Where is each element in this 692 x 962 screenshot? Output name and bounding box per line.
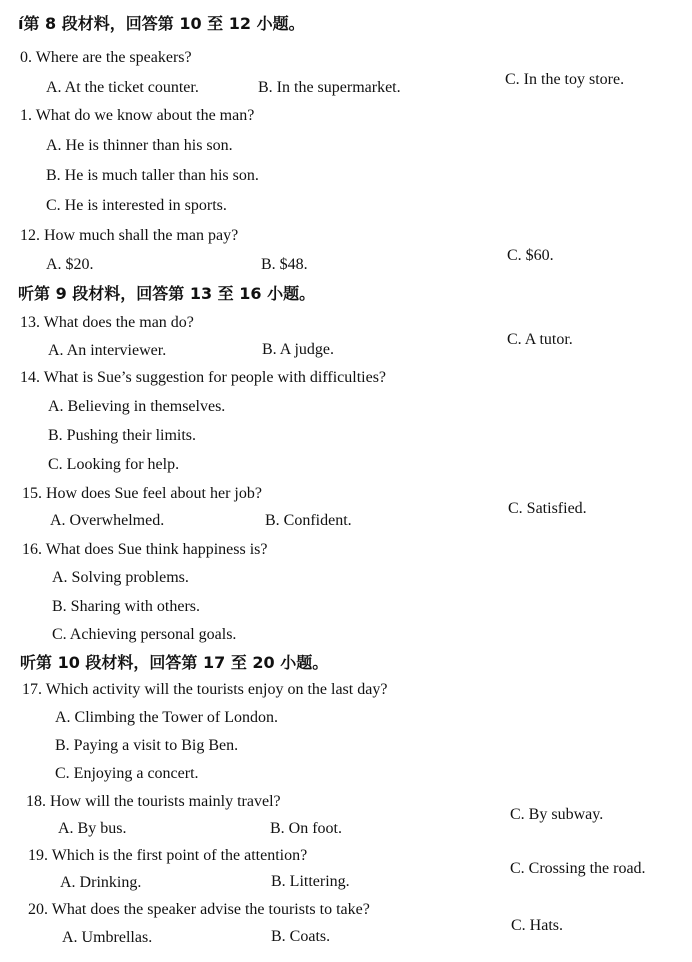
option-c: C. Enjoying a concert. (55, 765, 199, 782)
option-b: B. Coats. (271, 928, 331, 945)
option-c: C. $60. (507, 247, 554, 264)
option-b: B. Sharing with others. (52, 598, 200, 615)
option-c: C. Satisfied. (508, 500, 587, 517)
option-a: A. Climbing the Tower of London. (55, 709, 279, 726)
question-text: Which is the first point of the attention? (51, 847, 308, 864)
question-16 (22, 540, 267, 560)
question-text: What does the speaker advise the tourists to take? (51, 901, 370, 918)
option-c: C. Looking for help. (48, 456, 180, 473)
option-a: A. An interviewer. (48, 342, 167, 359)
option-b: B. Littering. (271, 873, 350, 890)
question-text: How does Sue feel about her job? (46, 485, 262, 502)
option-c: C. In the toy store. (505, 71, 625, 88)
question-text: How much shall the man pay? (44, 227, 239, 244)
option-a: A. By bus. (58, 820, 127, 837)
option-b: B. Pushing their limits. (48, 427, 197, 444)
question-text: Where are the speakers? (35, 49, 192, 66)
question-14 (20, 368, 386, 388)
question-number: 0. (20, 49, 32, 66)
question-text: What does the man do? (43, 314, 194, 331)
option-b: B. Confident. (265, 512, 352, 529)
question-number: 15. (22, 485, 42, 502)
option-c: C. By subway. (510, 806, 604, 823)
option-c: C. Hats. (511, 917, 563, 934)
question-12 (20, 226, 238, 246)
option-a: A. At the ticket counter. (46, 79, 199, 96)
option-c: C. He is interested in sports. (46, 197, 227, 214)
section-header: 听第 9 段材料，回答第 13 至 16 小题。 (18, 284, 316, 303)
option-a: A. Drinking. (60, 874, 142, 891)
option-b: B. A judge. (262, 341, 335, 358)
question-text: What is Sue’s suggestion for people with difficulties? (43, 369, 387, 386)
question-10 (20, 48, 192, 68)
section-header: 听第 10 段材料，回答第 17 至 20 小题。 (20, 653, 329, 672)
question-15 (22, 484, 262, 504)
question-text: What do we know about the man? (35, 107, 255, 124)
question-text: How will the tourists mainly travel? (50, 793, 281, 810)
option-a: A. Overwhelmed. (50, 512, 165, 529)
question-number: 14. (20, 369, 40, 386)
question-number: 13. (20, 314, 40, 331)
option-a: A. He is thinner than his son. (46, 137, 233, 154)
question-text: What does Sue think happiness is? (45, 541, 268, 558)
question-number: 12. (20, 227, 40, 244)
question-number: 17. (22, 681, 42, 698)
question-text: Which activity will the tourists enjoy on the last day? (45, 681, 388, 698)
option-b: B. He is much taller than his son. (46, 167, 259, 184)
option-b: B. In the supermarket. (258, 79, 401, 96)
option-b: B. $48. (261, 256, 308, 273)
question-number: 16. (22, 541, 42, 558)
option-a: A. $20. (46, 256, 94, 273)
option-a: A. Believing in themselves. (48, 398, 226, 415)
option-b: B. On foot. (270, 820, 342, 837)
question-number: 19. (28, 847, 48, 864)
question-number: 20. (28, 901, 48, 918)
option-c: C. A tutor. (507, 331, 573, 348)
question-number: 1. (20, 107, 32, 124)
option-a: A. Solving problems. (52, 569, 189, 586)
question-17 (22, 680, 387, 700)
option-c: C. Crossing the road. (510, 860, 646, 877)
question-13 (20, 313, 194, 333)
question-19 (28, 846, 307, 866)
option-b: B. Paying a visit to Big Ben. (55, 737, 239, 754)
question-20 (28, 900, 370, 920)
question-18 (26, 792, 281, 812)
question-number: 18. (26, 793, 46, 810)
option-a: A. Umbrellas. (62, 929, 153, 946)
question-11 (20, 106, 254, 126)
section-header: í第 8 段材料，回答第 10 至 12 小题。 (18, 14, 305, 33)
option-c: C. Achieving personal goals. (52, 626, 237, 643)
